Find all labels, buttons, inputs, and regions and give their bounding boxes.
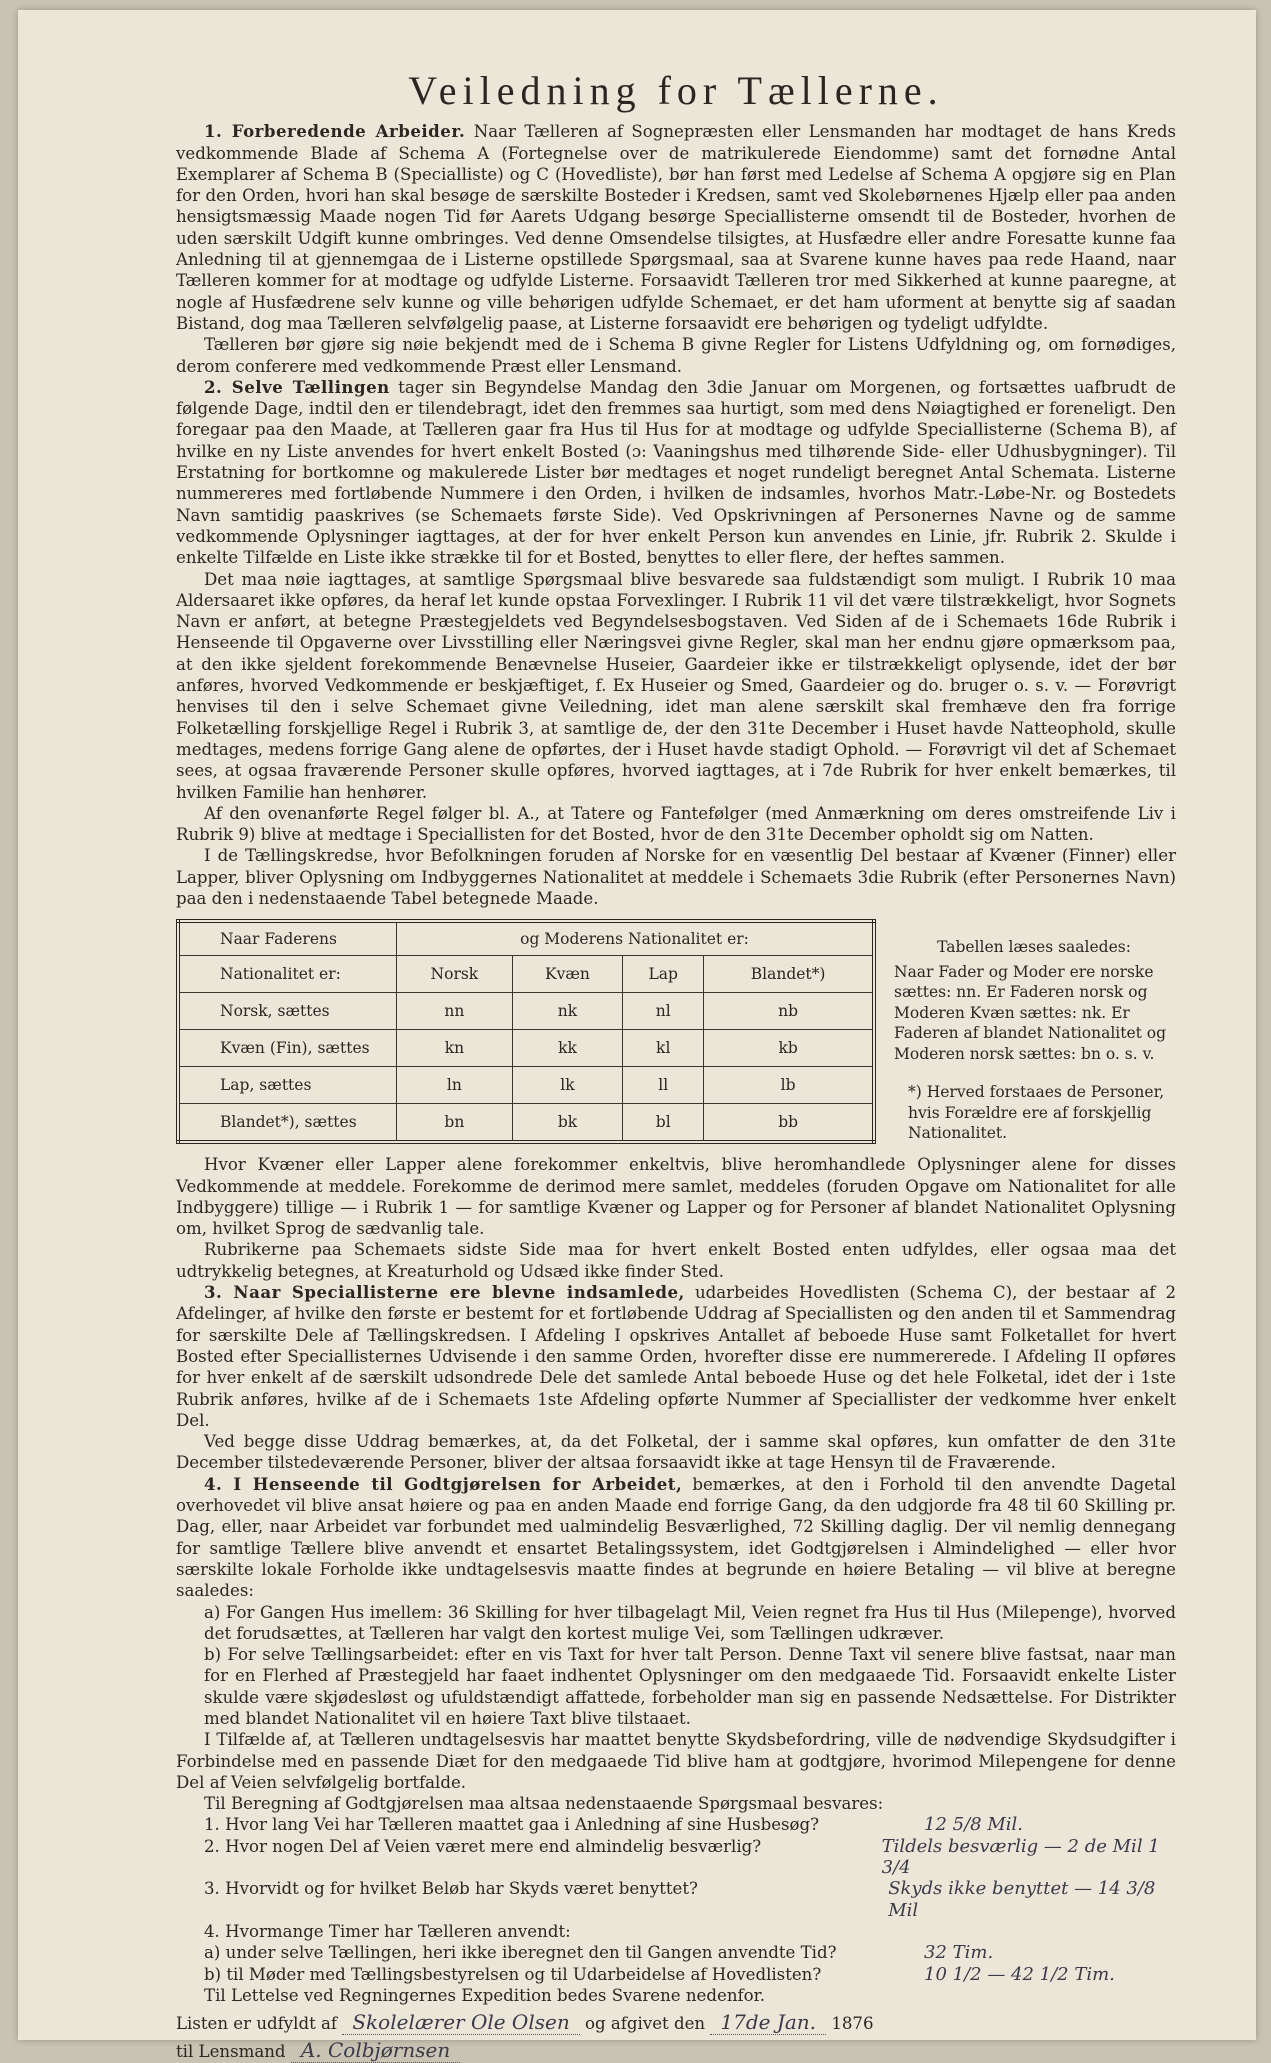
section-3-text: udarbeides Hovedlisten (Schema C), der bestaar af 2 Afdelinger, af hvilke den første er bestemt for et fortløbende Uddrag af Speciallisten og den anden til et Sammendrag for særskilte Dele af Tællingskredsen. I Afdeling I opskrives Antallet af beboede Huse samt Folketallet for hvert Bosted efter Speciallisternes Udvisende i den samme Orden, hvorefter disse ere nummererede. I Afdeling II opføres for hver enkelt af de særskilt udsondrede Dele det samlede Antal beboede Huse og det hele Folketal, idet der i 1ste Rubrik anføres, hvilke af de i Schemaets 1ste Afdeling opførte Nummer af Speciallister der vedkomme hver enkelt Del. (176, 1283, 1176, 1430)
question-text: 2. Hvor nogen Del af Veien været mere end almindelig besværlig? (204, 1836, 762, 1856)
table-cell: lk (512, 1067, 622, 1104)
filled-by-label: Listen er udfyldt af (176, 2014, 338, 2034)
section-1-paragraph-2: Tælleren bør gjøre sig nøie bekjendt med de i Schema B givne Regler for Listens Udfyldning og, om fornødiges, derom conferere med vedkommende Præst eller Lensmand. (176, 335, 1176, 376)
question-answer: Skyds ikke benyttet — 14 3/8 Mil (888, 1878, 1156, 1921)
table-row (178, 1104, 874, 1143)
table-col-header: Norsk (397, 956, 513, 993)
submitted-label: og afgivet den (585, 2014, 706, 2034)
table-explanation-text: Naar Fader og Moder ere norske sættes: nn. Er Faderen norsk og Moderen Kvæn sættes: nk. Er Faderen af blandet Nationalitet og Moderen norsk sættes: bn o. s. v. (894, 962, 1167, 1063)
section-4-heading: 4. I Henseende til Godtgjørelsen for Arbeidet, (204, 1473, 683, 1494)
table-cell: nn (397, 993, 513, 1030)
section-2-text: tager sin Begyndelse Mandag den 3die Januar om Morgenen, og fortsættes uafbrudt de følgende Dage, indtil den er tilendebragt, idet den fremmes saa hurtigt, som med dens Nøiagtighed er foreneligt. Den foregaar paa den Maade, at Tælleren gaar fra Hus til Hus for at modtage og udfylde Speciallisterne (Schema B), af hvilke en ny Liste anvendes for hvert enkelt Bosted (ɔ: Vaaningshus med tilhørende Side- eller Udhusbygninger). Til Erstatning for bortkomne og makulerede Lister bør medtages et noget rundeligt beregnet Antal Schemata. Listerne nummereres med fortløbende Nummere i den Orden, i hvilken de indsamles, hvorhos Matr.-Løbe-Nr. og Bostedets Navn samtidig paaskrives (se Schemaets første Side). Ved Opskrivningen af Personernes Navne og de samme vedkommende Oplysninger iagttages, at der for hver enkelt Person kun anvendes en Linie, jfr. Rubrik 2. Skulde i enkelte Tilfælde en Liste ikke strække til for et Bosted, benyttes to eller flere, der heftes sammen. (176, 377, 1176, 568)
page-title: Veiledning for Tællerne. (408, 68, 944, 113)
table-row-label: Lap, sættes (178, 1067, 397, 1104)
table-cell: kl (623, 1030, 704, 1067)
table-cell: bl (623, 1104, 704, 1143)
table-row-label: Kvæn (Fin), sættes (178, 1030, 397, 1067)
table-footnote: *) Herved forstaaes de Personer, hvis Forældre ere af forskjellig Nationalitet. (908, 1083, 1165, 1143)
filled-by-signature: Skolelærer Ole Olsen (342, 2010, 579, 2035)
section-2-paragraph-2: Det maa nøie iagttages, at samtlige Spørgsmaal blive besvarede saa fuldstændigt som muligt. I Rubrik 10 maa Aldersaaret ikke opføres, da heraf let kunde opstaa Forvexlinger. I Rubrik 11 vil det være tilstrækkeligt, hvor Sognets Navn er anført, at betegne Præstegjeldets ved Begyndelsesbogstaven. Ved Siden af de i Schemaets 16de Rubrik i Henseende til Opgaverne over Livsstilling eller Næringsvei givne Regler, skal man her endnu gjøre opmærksom paa, at den ikke sjeldent forekommende Benævnelse Huseier, Gaardeier ikke er tilstrækkeligt oplysende, idet der bør anføres, hvorved Vedkommende er beskjæftiget, f. Ex Huseier og Smed, Gaardeier og do. bruger o. s. v. — Forøvrigt henvises til den i selve Schemaet givne Veiledning, idet man alene særskilt skal fremhæve den fra forrige Folketælling forskjellige Regel i Rubrik 3, at samtlige de, der den 31te December i Huset havde Natteophold, skulle medtages, medens forrige Gang alene de opførtes, der i Huset havde stadigt Ophold. — Forøvrigt vil det af Schemaet sees, at ogsaa fraværende Personer skulle opføres, hvorved iagttages, at i 7de Rubrik for hver enkelt bemærkes, til hvilken Familie han henhører. (176, 569, 1176, 802)
table-row-label: Blandet*), sættes (178, 1104, 397, 1143)
table-cell: kb (704, 1030, 874, 1067)
table-cell: lb (704, 1067, 874, 1104)
table-cell: bk (512, 1104, 622, 1143)
table-row (178, 993, 874, 1030)
question-answer: 32 Tim. (924, 1942, 994, 1964)
lensmand-signature: A. Colbjørnsen (291, 2038, 460, 2063)
document-content (176, 68, 1176, 2063)
section-4-item-b: b) For selve Tællingsarbeidet: efter en vis Taxt for hver talt Person. Denne Taxt vil senere blive fastsat, naar man for en Flerhed af Præstegjeld har faaet indhentet Oplysninger om den medgaaede Tid. Forsaavidt enkelte Lister skulde være skjødesløst og ufuldstændigt affattede, forbeholder man sig en passende Nedsættelse. For Distrikter med blandet Nationalitet vil en høiere Taxt blive tilstaaet. (204, 1645, 1176, 1728)
table-cell: ln (397, 1067, 513, 1104)
submitted-date: 17de Jan. (710, 2010, 826, 2035)
lensmand-line (176, 2040, 1176, 2062)
section-4-text: bemærkes, at den i Forhold til den anvendte Dagetal overhovedet vil blive ansat høiere og paa en anden Maade end forrige Gang, da den udgjorde fra 48 til 60 Skilling pr. Dag, eller, naar Arbeidet var forbundet med ualmindelig Besværlighed, 72 Skilling daglig. Der vil nemlig dennegang for samtlige Tællere blive anvendt et ensartet Betalingssystem, idet Godtgjørelsen i Almindelighed — eller hvor særskilte lokale Forholde ikke undtagelsesvis maatte findes at begrunde en høiere Betaling — vil blive at beregne saaledes: (176, 1474, 1176, 1601)
table-cell: nk (512, 993, 622, 1030)
table-row (178, 1067, 874, 1104)
question-answer: 12 5/8 Mil. (924, 1814, 1023, 1836)
section-4-item-a: a) For Gangen Hus imellem: 36 Skilling for hver tilbagelagt Mil, Veien regnet fra Hus til Hus (Milepenge), hvorved det forudsættes, at Tælleren har valgt den kortest mulige Vei, som Tællingen udkræver. (204, 1602, 1176, 1643)
document-sheet (18, 10, 1256, 2063)
section-1-heading: 1. Forberedende Arbeider. (204, 121, 466, 142)
nationality-table (176, 919, 876, 1144)
after-table-paragraph-1: Hvor Kvæner eller Lapper alene forekommer enkeltvis, blive heromhandlede Oplysninger alene for disses Vedkommende at meddele. Forekomme de derimod mere samlet, meddeles (foruden Opgave om Nationalitet for alle Indbyggere) tillige — i Rubrik 1 — for samtlige Kvæner og Lapper og for Personer af blandet Nationalitet Oplysning om, hvilket Sprog de sædvanlig tale. (176, 1155, 1176, 1239)
section-4-paragraph-c: I Tilfælde af, at Tælleren undtagelsesvis har maattet benytte Skydsbefordring, ville de nødvendige Skydsudgifter i Forbindelse med en passende Diæt for den medgaaede Tid blive ham at godtgjøre, hvorimod Milepengene for denne Del af Veien selvfølgelig bortfalde. (176, 1730, 1176, 1792)
after-table-paragraph-2: Rubrikerne paa Schemaets sidste Side maa for hvert enkelt Bosted enten udfyldes, eller ogsaa maa det udtrykkelig betegnes, at Kreaturhold og Udsæd ikke finder Sted. (176, 1240, 1176, 1281)
table-cell: ll (623, 1067, 704, 1104)
table-col-header: Blandet*) (704, 956, 874, 993)
question-text: 4. Hvormange Timer har Tælleren anvendt: (204, 1921, 571, 1941)
section-1-text: Naar Tælleren af Sognepræsten eller Lensmanden har modtaget de hans Kreds vedkommende Blade af Schema A (Fortegnelse over de matrikulerede Eiendomme) samt det fornødne Antal Exemplarer af Schema B (Specialliste) og C (Hovedliste), bør han først med Ledelse af Schema A opgjøre sig en Plan for den Orden, hvori han skal besøge de særskilte Bosteder i Kredsen, samt ved Skolebørnenes Hjælp eller paa anden hensigtsmæssig Maade nogen Tid før Aarets Udgang besørge Speciallisterne omsendt til de Bosteder, hvorhen de uden særskilt Udgift kunne ombringes. Ved denne Omsendelse tilsigtes, at Husfædre eller andre Foresatte kunne faa Anledning til at gjennemgaa de i Listerne opstillede Spørgsmaal, saa at Svarene kunne haves paa rede Haand, naar Tælleren kommer for at modtage og udfylde Listerne. Forsaavidt Tælleren tror med Sikkerhed at kunne paaregne, at nogle af Husfædrene selv kunne og ville behørigen udfylde Schemaet, er det ham uforment at benytte sig af saadan Bistand, dog maa Tælleren selvfølgelig paase, at Listerne forsaavidt ere behørigen og tydeligt udfyldte. (176, 122, 1176, 333)
question-row (176, 1836, 1176, 1879)
question-answer: 10 1/2 — 42 1/2 Tim. (924, 1963, 1115, 1985)
question-answer: Tildels besværlig — 2 de Mil 1 3/4 (881, 1835, 1160, 1879)
table-cell: kk (512, 1030, 622, 1067)
table-cell: kn (397, 1030, 513, 1067)
lensmand-label: til Lensmand (176, 2042, 286, 2062)
question-text: b) til Møder med Tællingsbestyrelsen og til Udarbeidelse af Hovedlisten? (204, 1964, 822, 1984)
table-row-label: Norsk, sættes (178, 993, 397, 1030)
question-row (176, 1942, 1176, 1963)
table-header-nationality: Nationalitet er: (178, 956, 397, 993)
questions-list (176, 1814, 1176, 1984)
closing-note: Til Lettelse ved Regningernes Expedition bedes Svarene nedenfor. (204, 1985, 766, 2005)
questions-intro: Til Beregning af Godtgjørelsen maa altsaa nedenstaaende Spørgsmaal besvares: (204, 1794, 884, 1814)
question-text: a) under selve Tællingen, heri ikke iberegnet den til Gangen anvendte Tid? (204, 1943, 837, 1963)
table-cell: nb (704, 993, 874, 1030)
signature-line (176, 2012, 1176, 2034)
question-text: 1. Hvor lang Vei har Tælleren maattet gaa i Anledning af sine Husbesøg? (204, 1815, 820, 1835)
section-3-paragraph-2: Ved begge disse Uddrag bemærkes, at, da det Folketal, der i samme skal opføres, kun omfatter de den 31te December tilstedeværende Personer, bliver der altsaa forsaavidt ikke at tage Hensyn til de Fraværende. (176, 1432, 1176, 1473)
table-col-header: Lap (623, 956, 704, 993)
question-row (176, 1964, 1176, 1985)
section-4 (176, 1474, 1176, 1602)
question-row (176, 1814, 1176, 1835)
section-1 (176, 121, 1176, 334)
table-row (178, 1030, 874, 1067)
question-row (176, 1921, 1176, 1942)
section-2-paragraph-4: I de Tællingskredse, hvor Befolkningen foruden af Norske for en væsentlig Del bestaar af Kvæner (Finner) eller Lapper, bliver Oplysning om Indbyggernes Nationalitet at meddele i Schemaets 3die Rubrik (efter Personernes Navn) paa den i nedenstaaende Tabel betegnede Maade. (176, 846, 1176, 908)
section-3 (176, 1282, 1176, 1431)
table-header-mother: og Moderens Nationalitet er: (397, 921, 875, 956)
question-text: 3. Hvorvidt og for hvilket Beløb har Skyds været benyttet? (204, 1879, 698, 1899)
section-2-heading: 2. Selve Tællingen (204, 376, 390, 397)
table-cell: bn (397, 1104, 513, 1143)
section-2-paragraph-3: Af den ovenanførte Regel følger bl. A., at Tatere og Fantefølger (med Anmærkning om deres omstreifende Liv i Rubrik 9) blive at medtage i Speciallisten for det Bosted, hvor de den 31te December opholdt sig om Natten. (176, 803, 1176, 845)
section-2 (176, 377, 1176, 569)
section-3-heading: 3. Naar Speciallisterne ere blevne indsamlede, (204, 1282, 685, 1303)
table-explanation-heading: Tabellen læses saaledes: (937, 938, 1131, 957)
submitted-year: 1876 (831, 2014, 874, 2034)
question-row (176, 1878, 1176, 1921)
table-explanation (894, 919, 1174, 1144)
table-col-header: Kvæn (512, 956, 622, 993)
table-cell: nl (623, 993, 704, 1030)
table-header-father: Naar Faderens (178, 921, 397, 956)
nationality-table-block (176, 919, 1176, 1144)
table-cell: bb (704, 1104, 874, 1143)
